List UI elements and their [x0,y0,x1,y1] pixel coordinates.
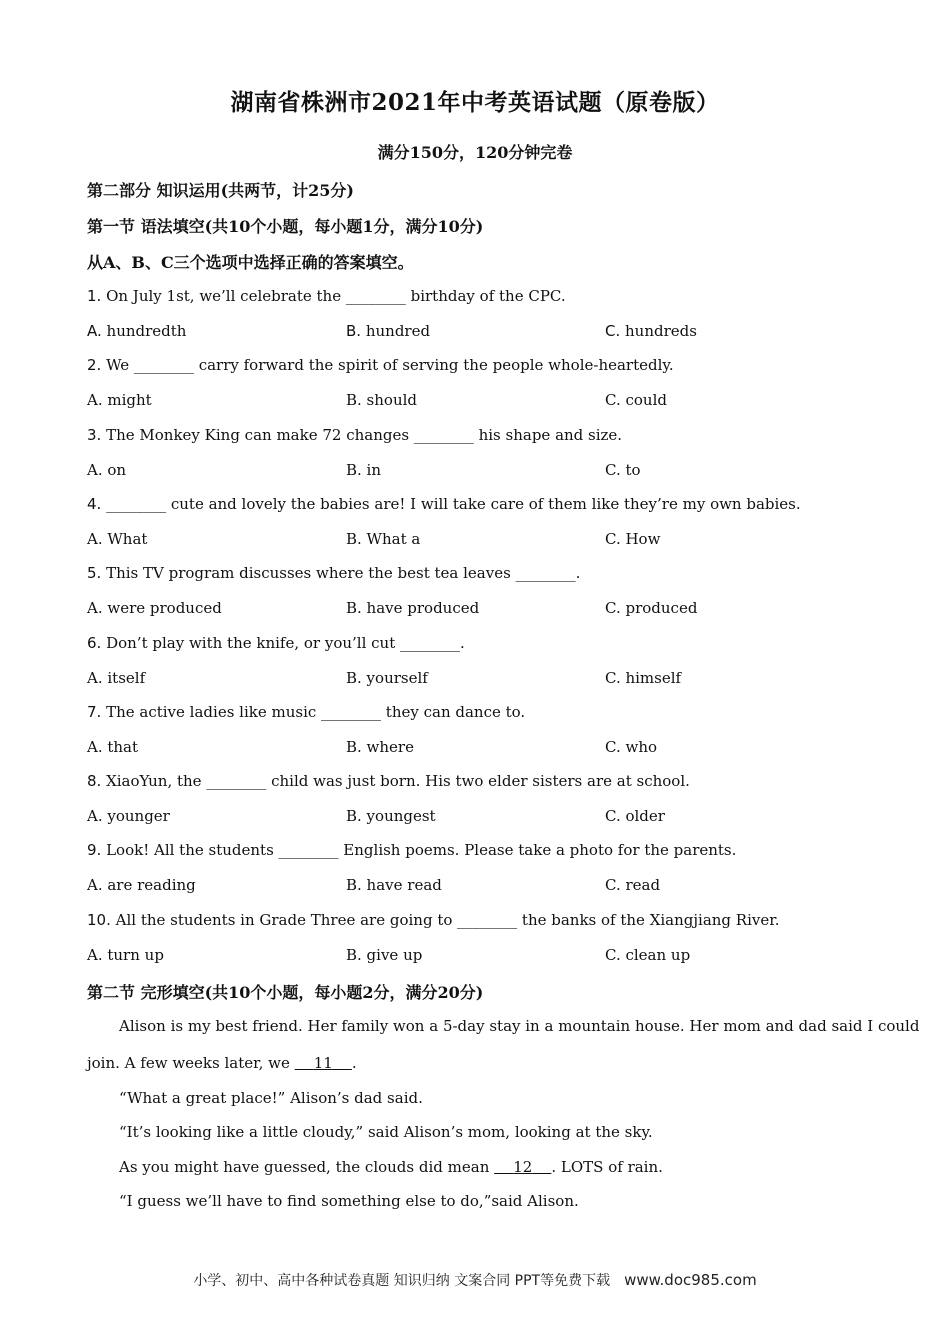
option-b [346,738,414,756]
option-c [605,738,657,756]
option-text: hundreds [620,322,697,340]
option-text: B. in [346,461,382,479]
option-text: B. What a [346,530,421,548]
option-text: A. itself [87,669,146,687]
question-number: 4. [87,495,102,513]
question-text: We ________ carry forward the spirit of serving the people whole-heartedly. [101,356,674,374]
option-a [87,461,126,479]
option-text: B. have produced [346,599,480,617]
question-stem [87,495,801,513]
passage-line [119,1158,663,1176]
question-number: 9. [87,841,102,859]
option-a [87,738,138,756]
question-stem [87,564,580,582]
blank-11 [295,1054,352,1072]
option-a [87,807,170,825]
option-a [87,322,186,340]
page-title: 湖南省株洲市2021年中考英语试题（原卷版） [230,89,720,116]
option-text: B. yourself [346,669,428,687]
option-text: A. What [87,530,148,548]
question-number: 7. [87,703,102,721]
option-c [605,946,690,964]
question-number: 1. [87,287,102,305]
passage-line: “It’s looking like a little cloudy,” said Alison’s mom, looking at the sky. [119,1123,653,1141]
option-c [605,807,665,825]
question-stem [87,426,622,444]
option-b [346,391,417,409]
question-stem [87,287,566,305]
question-number: 10. [87,911,111,929]
option-c [605,461,641,479]
question-text: On July 1st, we’ll celebrate the ________ birthday of the CPC. [101,287,566,305]
blank-number: 12 [513,1158,533,1176]
question-stem [87,634,465,652]
option-text: B. have read [346,876,442,894]
option-text: A. were produced [87,599,222,617]
passage-line [87,1054,357,1072]
footer [0,1270,950,1290]
passage-text: . LOTS of rain. [551,1158,663,1176]
option-text: B. give up [346,946,423,964]
footer-site: www.doc985.com [624,1271,757,1289]
option-text: A. on [87,461,127,479]
option-a [87,946,164,964]
option-b [346,599,479,617]
passage-text: . [351,1054,357,1072]
option-text: B. youngest [346,807,436,825]
question-text: Don’t play with the knife, or you’ll cut ________. [101,634,465,652]
option-a [87,876,196,894]
question-number: 8. [87,772,102,790]
option-b [346,876,442,894]
option-c [605,599,697,617]
option-a [87,530,147,548]
option-b [346,461,381,479]
option-text: C. older [605,807,665,825]
option-c [605,391,667,409]
option-b [346,946,422,964]
option-c [605,322,697,340]
question-number: 3. [87,426,102,444]
option-text: hundred [361,322,431,340]
option-label: A. [87,322,102,340]
option-a [87,391,152,409]
question-stem [87,772,690,790]
part-heading: 第二部分 知识运用(共两节，计25分) [87,181,354,200]
question-text: The active ladies like music ________ they can dance to. [101,703,526,721]
option-label: C. [605,322,621,340]
option-b [346,322,430,340]
question-stem [87,703,525,721]
option-text: C. clean up [605,946,691,964]
instruction: 从A、B、C三个选项中选择正确的答案填空。 [87,253,414,272]
section1-heading: 第一节 语法填空(共10个小题，每小题1分，满分10分) [87,217,484,236]
question-number: 2. [87,356,102,374]
option-text: B. where [346,738,414,756]
option-text: hundredth [101,322,187,340]
page-subtitle: 满分150分，120分钟完卷 [377,143,573,162]
question-number: 5. [87,564,102,582]
passage-text: join. A few weeks later, we [87,1054,295,1072]
passage-text: As you might have guessed, the clouds did mean [119,1158,495,1176]
option-text: B. should [346,391,418,409]
option-a [87,669,145,687]
question-text: ________ cute and lovely the babies are! I will take care of them like they’re my own babies. [101,495,801,513]
option-b [346,530,420,548]
option-text: C. How [605,530,661,548]
option-text: C. to [605,461,641,479]
option-text: C. read [605,876,661,894]
option-b [346,807,436,825]
section2-heading: 第二节 完形填空(共10个小题，每小题2分，满分20分) [87,983,484,1002]
option-text: A. that [87,738,139,756]
question-text: The Monkey King can make 72 changes ________ his shape and size. [101,426,623,444]
blank-12 [494,1158,551,1176]
question-text: XiaoYun, the ________ child was just born. His two elder sisters are at school. [101,772,690,790]
passage-line: “I guess we’ll have to find something else to do,”said Alison. [119,1192,579,1210]
question-text: This TV program discusses where the best tea leaves ________. [101,564,581,582]
footer-text: 小学、初中、高中各种试卷真题 知识归纳 文案合同 PPT等免费下载 [193,1273,611,1289]
question-text: Look! All the students ________ English poems. Please take a photo for the parents. [101,841,737,859]
option-c [605,530,660,548]
passage-line: Alison is my best friend. Her family won a 5-day stay in a mountain house. Her mom and dad said I could [119,1017,920,1035]
passage-line: “What a great place!” Alison’s dad said. [119,1089,423,1107]
question-stem [87,911,780,929]
option-text: A. younger [87,807,170,825]
option-text: A. are reading [87,876,196,894]
option-b [346,669,428,687]
question-number: 6. [87,634,102,652]
option-c [605,669,681,687]
question-text: All the students in Grade Three are going to ________ the banks of the Xiangjiang River. [110,911,780,929]
option-c [605,876,660,894]
option-a [87,599,222,617]
option-text: C. himself [605,669,682,687]
option-label: B. [346,322,362,340]
option-text: A. turn up [87,946,164,964]
option-text: C. could [605,391,667,409]
option-text: A. might [87,391,152,409]
blank-number: 11 [313,1054,333,1072]
option-text: C. who [605,738,658,756]
question-stem [87,356,674,374]
option-text: C. produced [605,599,698,617]
question-stem [87,841,736,859]
